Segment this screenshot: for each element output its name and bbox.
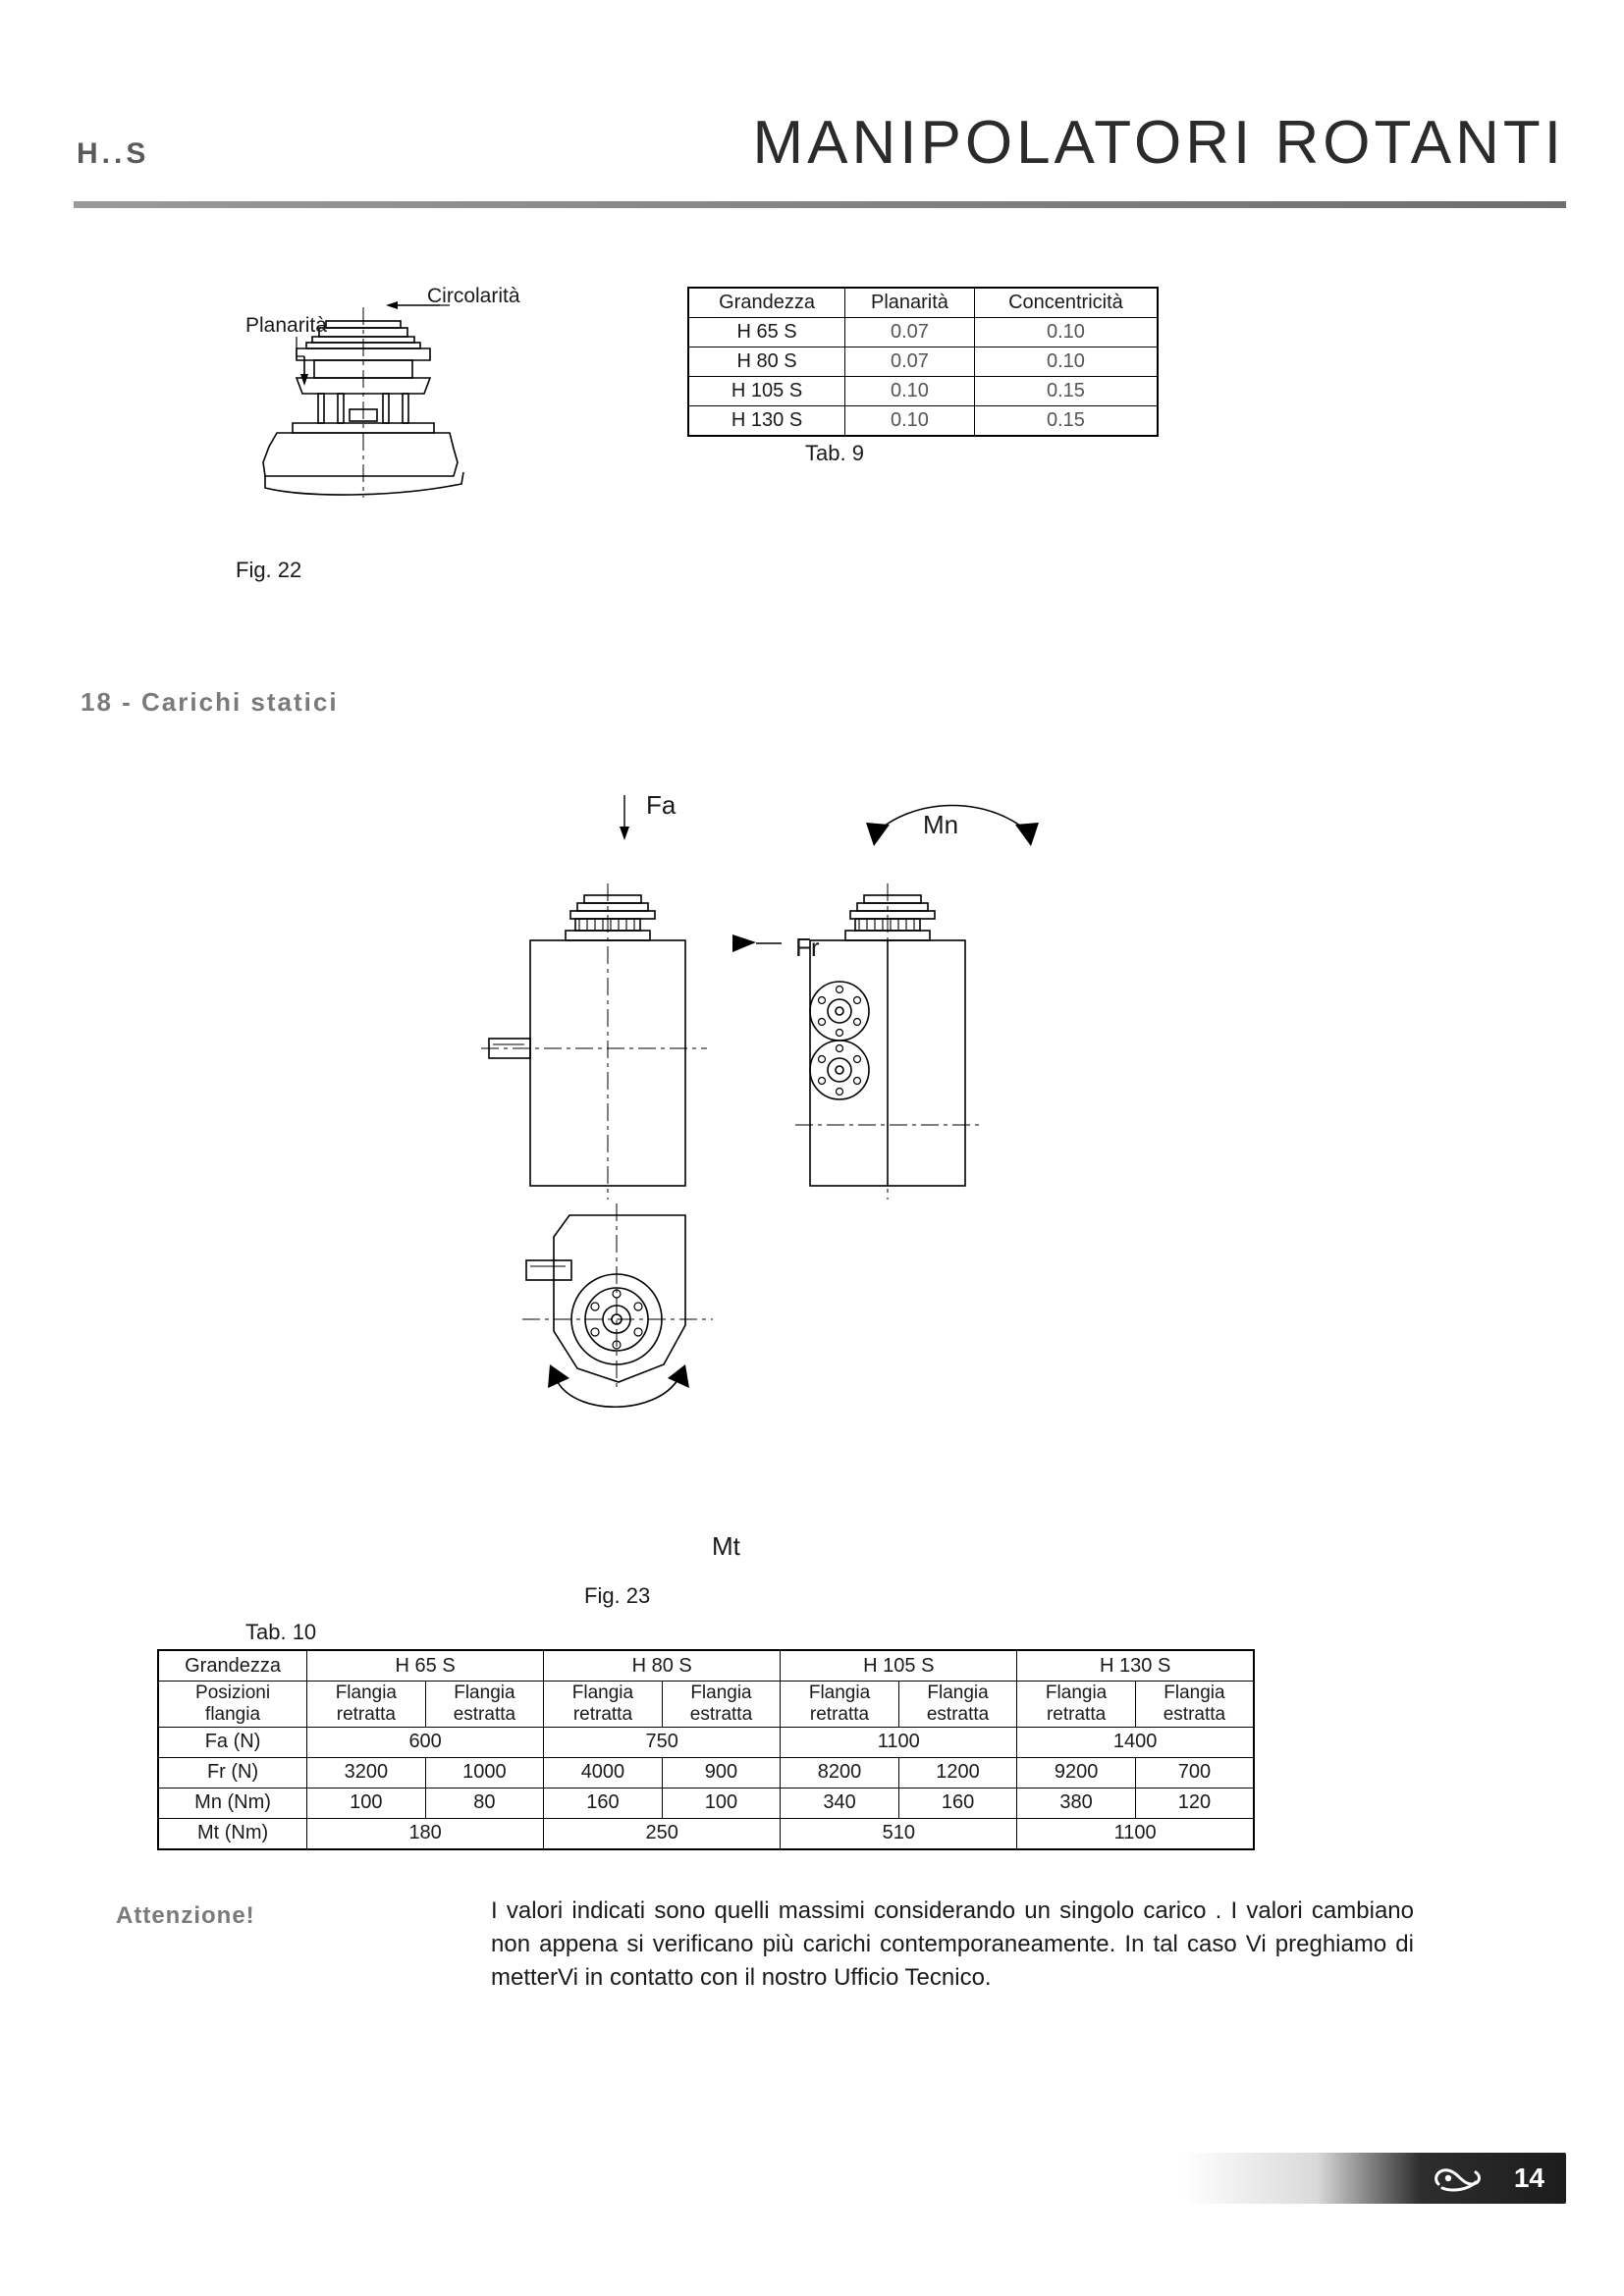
tab9-col-0: Grandezza <box>688 288 845 318</box>
tab9-r3-c2: 0.15 <box>974 406 1158 437</box>
tab9-r3-c0: H 130 S <box>688 406 845 437</box>
tab10-size-3: H 130 S <box>1017 1650 1254 1682</box>
table-row <box>158 1727 1254 1757</box>
tab10-mn-6: 380 <box>1017 1788 1136 1818</box>
tab10-row-label-mt: Mt (Nm) <box>158 1818 307 1849</box>
figure-23 <box>432 775 1218 1608</box>
tab9-col-1: Planarità <box>845 288 975 318</box>
tab10-flange-extended-0 <box>425 1682 544 1728</box>
tab9-r1-c0: H 80 S <box>688 347 845 377</box>
tab10-fr-7: 700 <box>1135 1757 1254 1788</box>
flange-retracted-line2: retratta <box>809 1703 870 1725</box>
figure-23-caption: Fig. 23 <box>584 1583 651 1608</box>
tab10-flange-extended-2 <box>898 1682 1017 1728</box>
tab10-mn-3: 100 <box>662 1788 781 1818</box>
tab10-position-line2: flangia <box>205 1703 261 1725</box>
figure-23-label-fr: Fr <box>795 933 820 962</box>
flange-retracted-line1: Flangia <box>335 1682 398 1703</box>
flange-extended-line2: estratta <box>453 1703 516 1725</box>
tab10-fr-5: 1200 <box>898 1757 1017 1788</box>
table-9-caption: Tab. 9 <box>805 441 864 465</box>
flange-extended-line1: Flangia <box>690 1682 752 1703</box>
attention-text: I valori indicati sono quelli massimi considerando un singolo carico . I valori cambiano non appena si verificano più carichi contemporaneamente. In tal caso Vi preghiamo di metterVi in contatto con il nostro Ufficio Tecnico. <box>491 1897 1414 1992</box>
flange-extended-line2: estratta <box>926 1703 990 1725</box>
flange-extended-line1: Flangia <box>454 1682 515 1703</box>
page-title: MANIPOLATORI ROTANTI <box>752 109 1565 177</box>
tab10-size-1: H 80 S <box>544 1650 781 1682</box>
table-row <box>688 318 1158 347</box>
company-logo-icon <box>1429 2159 1488 2198</box>
tab10-mn-4: 340 <box>781 1788 899 1818</box>
tab9-r2-c1: 0.10 <box>845 377 975 406</box>
page-header <box>0 0 1624 187</box>
footer-bar <box>1183 2153 1566 2204</box>
tab10-mn-0: 100 <box>307 1788 426 1818</box>
flange-retracted-line1: Flangia <box>1045 1682 1108 1703</box>
tab10-fr-1: 1000 <box>425 1757 544 1788</box>
tab10-row-label-fr: Fr (N) <box>158 1757 307 1788</box>
table-row <box>688 288 1158 318</box>
tab10-mt-0: 180 <box>307 1818 544 1849</box>
tab10-flange-retracted-0 <box>307 1682 426 1728</box>
tab9-r1-c2: 0.10 <box>974 347 1158 377</box>
page-number: 14 <box>1513 2163 1544 2193</box>
tab9-col-2: Concentricità <box>974 288 1158 318</box>
tab10-flange-retracted-3 <box>1017 1682 1136 1728</box>
tab10-flange-retracted-2 <box>781 1682 899 1728</box>
tab10-position-line1: Posizioni <box>195 1682 271 1703</box>
table-row <box>688 377 1158 406</box>
tab10-flange-extended-3 <box>1135 1682 1254 1728</box>
tab10-mn-5: 160 <box>898 1788 1017 1818</box>
flange-retracted-line2: retratta <box>336 1703 396 1725</box>
flange-retracted-line1: Flangia <box>571 1682 634 1703</box>
tab10-mn-2: 160 <box>544 1788 663 1818</box>
table-10-caption: Tab. 10 <box>245 1620 317 1644</box>
section-heading-18: 18 - Carichi statici <box>81 687 339 717</box>
tab9-r2-c2: 0.15 <box>974 377 1158 406</box>
tab10-position-label <box>158 1682 307 1728</box>
table-9 <box>687 287 1159 437</box>
figure-23-label-mn: Mn <box>923 810 959 839</box>
tab10-mn-1: 80 <box>425 1788 544 1818</box>
table-row <box>158 1650 1254 1682</box>
figure-23-label-mt: Mt <box>712 1531 740 1561</box>
tab10-mt-2: 510 <box>781 1818 1017 1849</box>
tab10-mt-3: 1100 <box>1017 1818 1254 1849</box>
table-row <box>688 406 1158 437</box>
tab10-fa-2: 1100 <box>781 1727 1017 1757</box>
tab10-flange-extended-1 <box>662 1682 781 1728</box>
tab10-fr-3: 900 <box>662 1757 781 1788</box>
tab10-fa-0: 600 <box>307 1727 544 1757</box>
flange-retracted-line2: retratta <box>572 1703 633 1725</box>
tab10-mn-7: 120 <box>1135 1788 1254 1818</box>
flange-retracted-line2: retratta <box>1046 1703 1107 1725</box>
tab9-r1-c1: 0.07 <box>845 347 975 377</box>
tab9-r0-c2: 0.10 <box>974 318 1158 347</box>
tab10-size-2: H 105 S <box>781 1650 1017 1682</box>
tab10-size-0: H 65 S <box>307 1650 544 1682</box>
tab9-r3-c1: 0.10 <box>845 406 975 437</box>
table-row <box>158 1682 1254 1728</box>
figure-22-label-planarita: Planarità <box>245 314 327 337</box>
flange-extended-line1: Flangia <box>927 1682 989 1703</box>
tab10-fr-0: 3200 <box>307 1757 426 1788</box>
figure-22-label-circolarita: Circolarità <box>427 285 520 307</box>
page-footer <box>1183 2153 1566 2204</box>
flange-extended-line2: estratta <box>1163 1703 1226 1725</box>
tab9-r0-c1: 0.07 <box>845 318 975 347</box>
tab10-row-label-mn: Mn (Nm) <box>158 1788 307 1818</box>
figure-23-drawing <box>432 775 1218 1580</box>
tab10-flange-retracted-1 <box>544 1682 663 1728</box>
header-divider <box>74 201 1566 208</box>
table-row <box>158 1788 1254 1818</box>
tab10-fr-2: 4000 <box>544 1757 663 1788</box>
table-row <box>158 1818 1254 1849</box>
flange-extended-line2: estratta <box>689 1703 753 1725</box>
table-row <box>688 347 1158 377</box>
attention-label: Attenzione! <box>116 1902 255 1929</box>
tab9-r2-c0: H 105 S <box>688 377 845 406</box>
figure-23-label-fa: Fa <box>646 790 677 820</box>
figure-22-caption: Fig. 22 <box>236 558 302 582</box>
tab10-fa-1: 750 <box>544 1727 781 1757</box>
tab10-header-label: Grandezza <box>158 1650 307 1682</box>
tab10-fr-6: 9200 <box>1017 1757 1136 1788</box>
tab10-fr-4: 8200 <box>781 1757 899 1788</box>
tab10-mt-1: 250 <box>544 1818 781 1849</box>
table-9-wrapper <box>687 287 1159 466</box>
table-10 <box>157 1649 1255 1850</box>
figure-22 <box>236 280 658 594</box>
tab10-fa-3: 1400 <box>1017 1727 1254 1757</box>
table-10-wrapper <box>157 1649 1255 1850</box>
table-row <box>158 1757 1254 1788</box>
tab10-row-label-fa: Fa (N) <box>158 1727 307 1757</box>
tab9-r0-c0: H 65 S <box>688 318 845 347</box>
flange-retracted-line1: Flangia <box>808 1682 871 1703</box>
flange-extended-line1: Flangia <box>1164 1682 1225 1703</box>
header-product-code: H..S <box>77 137 150 170</box>
